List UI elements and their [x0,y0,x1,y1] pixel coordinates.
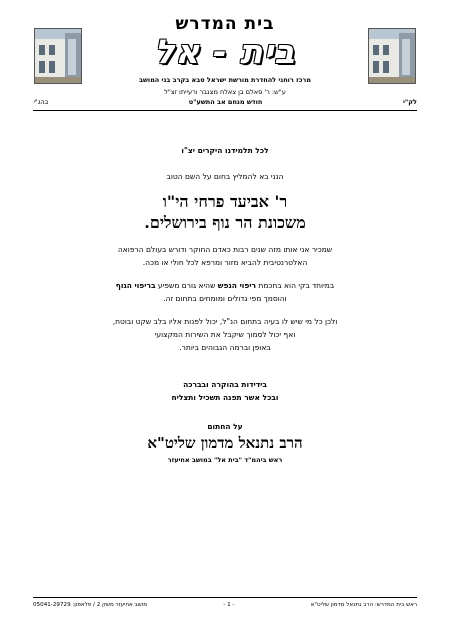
para2-text-b: שהיא גורם משפיע [155,281,218,290]
paragraph-3-line-3: באופן וברמה הגבוהים ביותר. [179,343,271,352]
paragraph-3 [40,315,410,354]
closing-line-2: ובכל אשר תפנה תשכיל ותצליח [171,393,279,402]
top-right-mark: לק"י [402,98,417,106]
institution-title: בית - אל [154,32,296,71]
greeting: לכל תלמידנו היקרים יצ"ו [181,146,269,155]
top-left-mark: בהנ"י [33,98,49,106]
institution-subtitle: מרכז רוחני להחדרת מורשת ישראל סבא בקרב בני המושב [138,76,311,84]
letterhead [30,8,420,98]
footer-contact: מושב אחיעזר משק 2 / פלאפון: 05041-29729 [33,602,148,608]
closing-line-1: בידידות בהוקרה ובברכה [183,380,267,389]
recommended-name: ר' אביעד פרחי הי"ו [162,192,288,211]
header-divider [33,110,417,111]
para2-bold-soul-healing: ריפוי הנפש [217,281,257,290]
footer [33,602,417,608]
dedication-line: ע"ש: ר' סאלם בן צאלח מצנבר ורעייתו זצ"ל [164,88,286,96]
footer-divider [33,597,417,598]
paragraph-1 [40,243,410,269]
signature-label: על החתום [207,422,243,431]
paragraph-2-line-1 [40,279,410,292]
footer-head-of-beit-midrash: ראש בית המדרש: הרב נתנאל מדמון שליט"א [310,602,417,608]
para2-text-a: במיוחד בקי הוא בחכמת [256,281,335,290]
hebrew-date: חודש מנחם אב התשע"ט [188,98,263,106]
paragraph-2 [40,279,410,305]
paragraph-2-line-2: והוסמך מפי גדולים ומומחים בתחום זה. [163,294,287,303]
date-line [33,98,417,106]
paragraph-3-line-1: ולכן כל מי שיש לו בעיה בתחום הנ"ל, יכול לפנות אליו בלב שקט ובוטח, [112,317,338,326]
signatory-role: ראש ביהמ"ד "בית אל" במושב אחיעזר [167,456,283,464]
paragraph-3-line-2: ואף יכול לסמוך שיקבל את השירות המקצועי [154,330,296,339]
intro-line: הנני בא להמליץ בחום על השם הטוב [166,172,284,181]
recommended-location: משכונת הר נוף בירושלים. [144,213,306,232]
para2-bold-body-healing: בריפוי הגוף [115,281,156,290]
paragraph-1-line-1: שמכיר אני אותו מזה שנים רבות כאדם החוקר ודורש בעולם הרפואה [117,245,333,254]
letter-body [40,146,410,464]
paragraph-1-line-2: האלטרנטיבית להביא מזור ומרפא לכל חולי או מכה. [142,258,308,267]
institution-name: בית המדרש [175,14,275,34]
page-number: - 1 - [223,602,235,608]
signatory-name: הרב נתנאל מדמון שליט"א [147,434,303,452]
